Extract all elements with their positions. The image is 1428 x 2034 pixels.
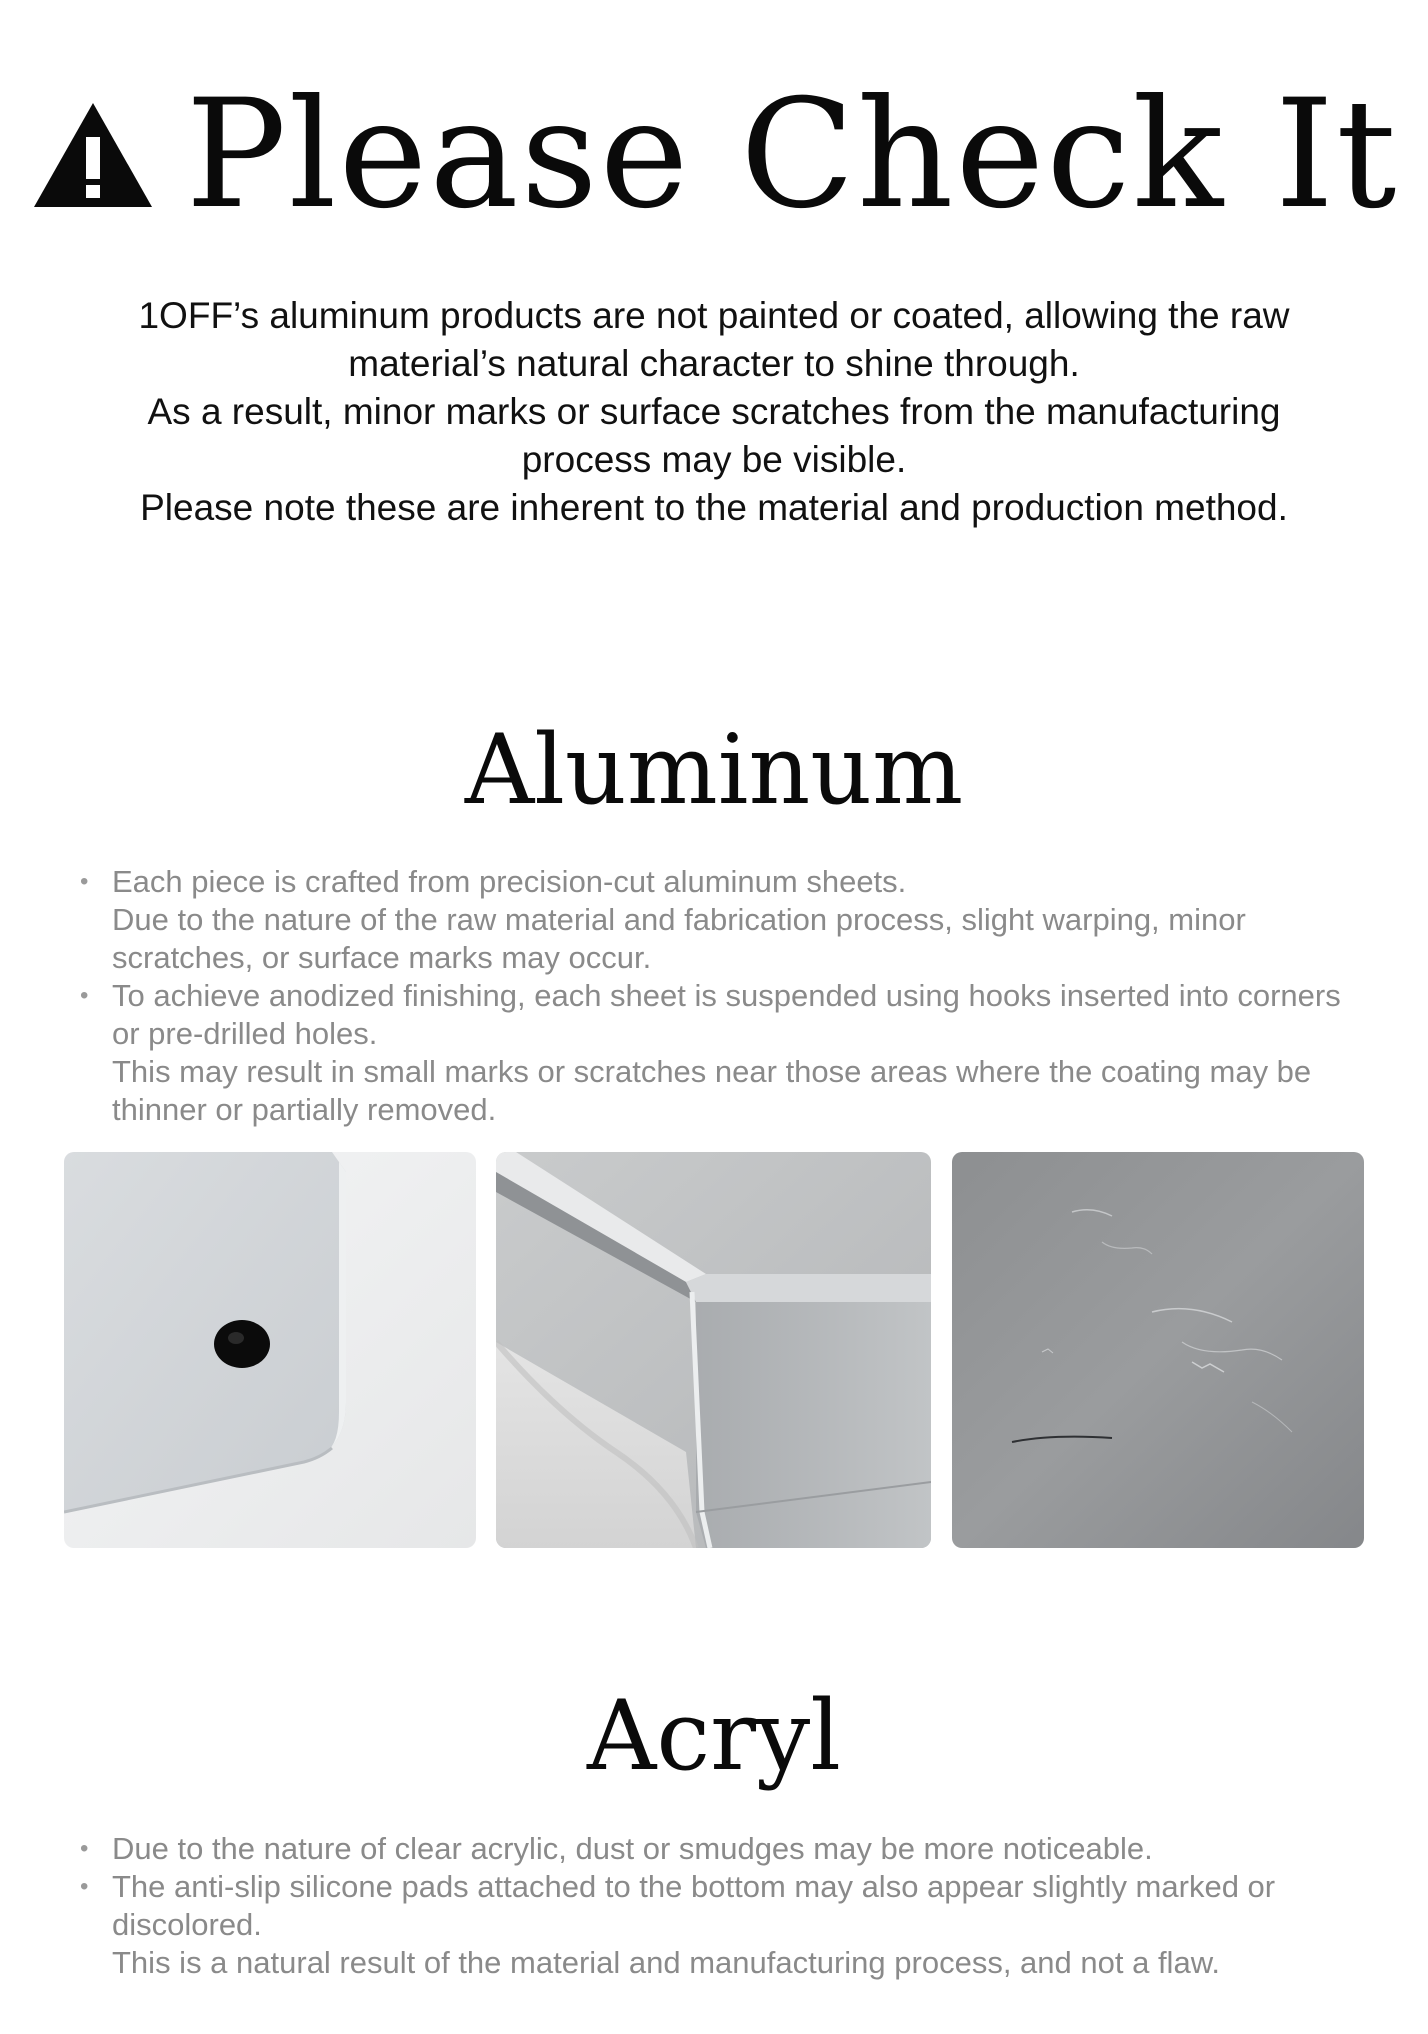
bullet-line: • To achieve anodized finishing, each sheet is suspended using hooks inserted into corners or pre-drilled holes.: [112, 978, 1341, 1051]
page-title: [0, 70, 1428, 240]
intro-line: Please note these are inherent to the material and production method.: [140, 487, 1288, 528]
bullet-line: • The anti-slip silicone pads attached to the bottom may also appear slightly marked or discolored.: [112, 1869, 1276, 1942]
list-item: [78, 863, 1368, 977]
bullet-line: This is a natural result of the material and manufacturing process, and not a flaw.: [112, 1945, 1220, 1980]
bullet-line: • Due to the nature of clear acrylic, dust or smudges may be more noticeable.: [112, 1831, 1153, 1866]
folded-edge-photo: [496, 1152, 931, 1548]
list-item: [78, 977, 1368, 1129]
list-item: [78, 1868, 1368, 1982]
bullet-line: This may result in small marks or scratches near those areas where the coating may be thinner or partially removed.: [112, 1054, 1312, 1127]
warning-icon: [30, 99, 156, 211]
aluminum-heading: Aluminum: [464, 714, 964, 826]
drilled-hole-photo: [64, 1152, 476, 1548]
page-title-text: Please Check It: [185, 68, 1399, 242]
intro-line: 1OFF’s aluminum products are not painted or coated, allowing the raw material’s natural character to shine through.: [138, 295, 1290, 384]
aluminum-bullet-list: [78, 863, 1368, 1129]
bullet-line: Due to the nature of the raw material and fabrication process, slight warping, minor scratches, or surface marks may occur.: [112, 902, 1246, 975]
list-item: [78, 1830, 1368, 1868]
intro-line: As a result, minor marks or surface scratches from the manufacturing process may be visible.: [147, 391, 1281, 480]
scratched-surface-photo: [952, 1152, 1364, 1548]
acryl-bullet-list: [78, 1830, 1368, 1982]
acryl-heading: Acryl: [587, 1680, 841, 1792]
intro-paragraph: [114, 292, 1314, 532]
bullet-line: • Each piece is crafted from precision-cut aluminum sheets.: [112, 864, 907, 899]
